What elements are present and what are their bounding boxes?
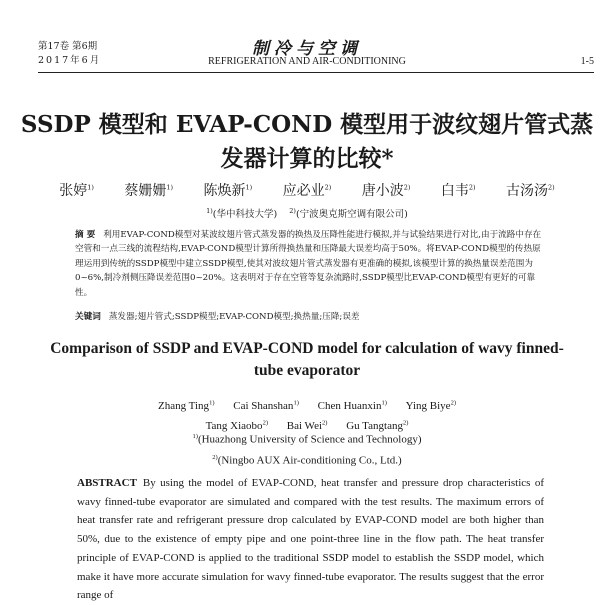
author-en: Tang Xiaobo$^{2)}$ [205, 419, 268, 433]
affiliations-cn: $^{1)}$(华中科技大学) $^{2)}$(宁波奥克斯空调有限公司) [206, 206, 408, 220]
header-rule [38, 72, 594, 73]
page-range: 1-5 [580, 56, 594, 67]
author-cn: 唐小波$^{2)}$ [361, 183, 411, 199]
author-cn: 白韦$^{2)}$ [440, 183, 476, 199]
abstract-cn [75, 228, 544, 300]
author-line-1 [30, 394, 584, 415]
abstract-en-text: By using the model of EVAP-COND, heat transfer and pressure drop characteristics of wavy finned-tube evaporator are simulated and compared with the test results. The maximum errors of heat transfer rate and refrigerant pressure drop calculated by EVAP-COND model are both higher than 50%, due to the existence of empty pipe and one point-three line in the flow path. The heat transfer principle of EVAP-COND is applied to the traditional SSDP model to establish the SSDP model, which make it have more accurate simulation for wavy finned-tube evaporator. The results suggest that the error range of [77, 477, 544, 602]
journal-title-en: REFRIGERATION AND AIR-CONDITIONING [208, 56, 406, 67]
author-cn: 应必业$^{2)}$ [282, 183, 332, 199]
affiliations-en [30, 428, 584, 469]
abstract-cn-text: 利用EVAP-COND模型对某波纹翅片管式蒸发器的换热及压降性能进行模拟,并与试验结果进行对比,由于流路中存在空管和一点三线的流程结构,EVAP-COND模型计算所得换热量和压降最大误差均高于50%。将EVAP-COND模型的传热原理运用到传统的SSDP模型中建立SSDP模型,使其对波纹翅片管式蒸发器有更准确的模拟,该模型计算的换热量误差范围为0~6%,制冷剂侧压降误差范围0~20%。这表明对于存在空管等复杂流路时,SSDP模型比EVAP-COND模型有更好的可靠性。 [75, 230, 542, 298]
author-en: Ying Biye$^{2)}$ [405, 399, 456, 412]
author-en: Bai Wei$^{2)}$ [286, 419, 328, 433]
paper-title-cn: SSDP 模型和 EVAP-COND 模型用于波纹翅片管式蒸发器计算的比较* [20, 111, 594, 172]
year-month: 2017年6月 [38, 55, 102, 66]
keywords-cn-label: 关键词 [75, 312, 101, 322]
abstract-cn-label: 摘 要 [75, 230, 96, 240]
author-cn: 古汤汤$^{2)}$ [506, 183, 555, 199]
paper-title-en: Comparison of SSDP and EVAP-COND model for calculation of wavy finned-tube evaporator [50, 340, 564, 379]
keywords-cn-text: 蒸发器;翅片管式;SSDP模型;EVAP-COND模型;换热量;压降;误差 [108, 312, 360, 322]
author-en: Cai Shanshan$^{1)}$ [233, 399, 299, 412]
author-en: Chen Huanxin$^{1)}$ [317, 399, 387, 412]
volume-issue: 第17卷 第6期 [38, 41, 98, 52]
affiliation-cn-1: (华中科技大学) [212, 209, 278, 220]
author-cn: 蔡姗姗$^{1)}$ [124, 183, 174, 199]
author-cn: 张婷$^{1)}$ [59, 183, 94, 199]
affiliation-en-1: $^{1)}$(Huazhong University of Science and Technology) [192, 433, 422, 446]
author-en: Gu Tangtang$^{2)}$ [346, 419, 409, 433]
author-en: Zhang Ting$^{1)}$ [158, 399, 215, 412]
abstract-en-label: ABSTRACT [77, 477, 137, 489]
page-header [0, 0, 614, 76]
journal-title-cn: 制冷与空调 [252, 39, 362, 59]
affiliation-cn-2: (宁波奥克斯空调有限公司) [295, 209, 408, 220]
affiliation-en-2: $^{2)}$(Ningbo AUX Air-conditioning Co., Ltd.) [212, 453, 402, 467]
keywords-cn [75, 310, 544, 322]
abstract-en [77, 474, 544, 605]
author-list-cn [20, 180, 594, 200]
author-cn: 陈焕新$^{1)}$ [203, 183, 253, 199]
